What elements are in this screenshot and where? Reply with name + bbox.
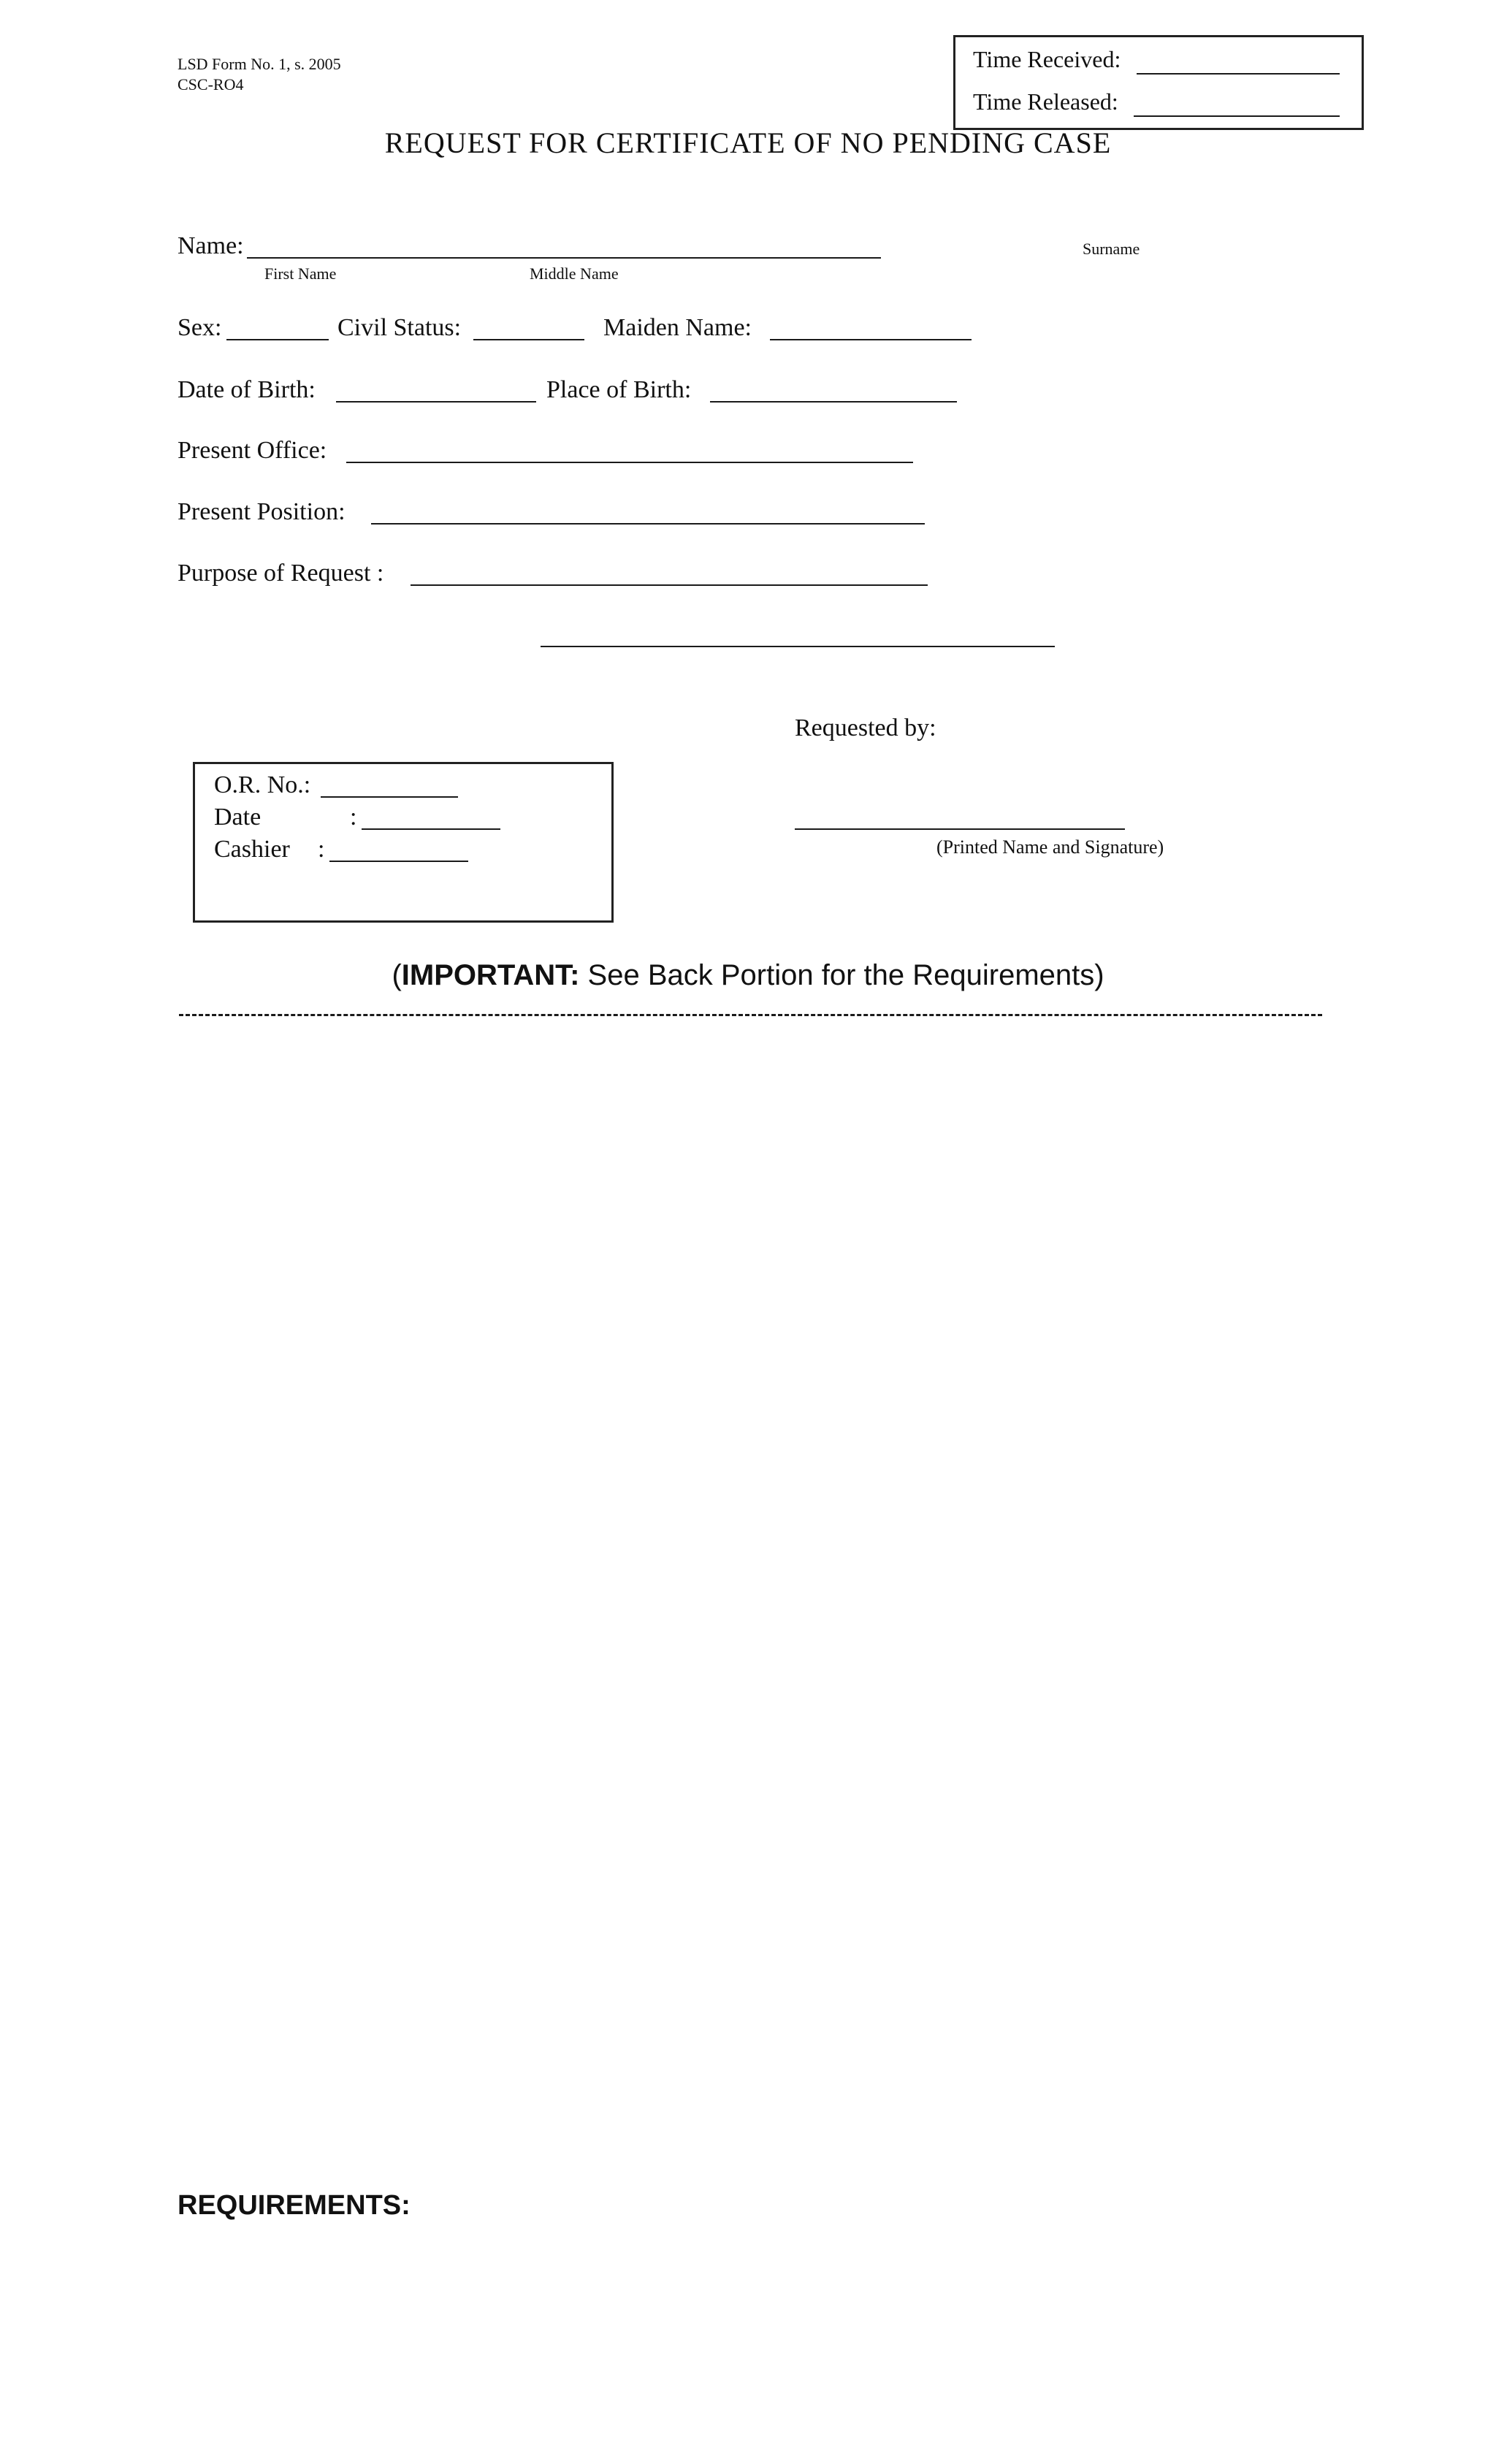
purpose-field-continued[interactable] — [541, 646, 1055, 647]
purpose-label: Purpose of Request : — [178, 560, 384, 587]
time-released-label: Time Released: — [973, 88, 1118, 115]
important-text: See Back Portion for the Requirements) — [579, 959, 1104, 991]
present-position-field[interactable] — [371, 523, 925, 525]
purpose-field[interactable] — [411, 584, 928, 586]
civil-status-field[interactable] — [473, 339, 584, 340]
requirements-heading: REQUIREMENTS: — [178, 2190, 411, 2221]
date-of-birth-field[interactable] — [336, 401, 536, 403]
date-label: Date — [214, 804, 262, 831]
signature-caption: (Printed Name and Signature) — [936, 836, 1164, 858]
date-field[interactable] — [362, 828, 500, 830]
date-colon: : — [350, 804, 357, 831]
requested-by-label: Requested by: — [795, 714, 936, 741]
cut-line — [179, 1014, 1322, 1016]
present-position-label: Present Position: — [178, 498, 346, 525]
name-label: Name: — [178, 232, 244, 259]
signature-field[interactable] — [795, 828, 1125, 830]
or-no-field[interactable] — [321, 796, 458, 798]
surname-caption: Surname — [1083, 240, 1140, 258]
present-office-field[interactable] — [346, 462, 913, 463]
form-code-block — [178, 54, 341, 95]
sex-field[interactable] — [226, 339, 329, 340]
civil-status-label: Civil Status: — [337, 314, 462, 341]
form-number: LSD Form No. 1, s. 2005 — [178, 55, 341, 73]
cashier-colon: : — [318, 836, 325, 863]
date-of-birth-label: Date of Birth: — [178, 376, 316, 403]
maiden-name-field[interactable] — [770, 339, 972, 340]
present-office-label: Present Office: — [178, 437, 327, 464]
cashier-label: Cashier — [214, 836, 290, 863]
form-title: REQUEST FOR CERTIFICATE OF NO PENDING CASE — [384, 126, 1112, 159]
first-name-caption: First Name — [264, 264, 337, 283]
time-released-field[interactable] — [1134, 115, 1340, 117]
time-released-row — [973, 88, 1118, 115]
time-box — [953, 35, 1364, 130]
time-received-field[interactable] — [1137, 73, 1340, 75]
cashier-field[interactable] — [329, 861, 468, 862]
place-of-birth-label: Place of Birth: — [546, 376, 692, 403]
important-label: IMPORTANT: — [401, 959, 580, 991]
middle-name-caption: Middle Name — [530, 264, 619, 283]
name-field[interactable] — [247, 257, 881, 259]
payment-box — [193, 762, 614, 923]
office-code: CSC-RO4 — [178, 75, 244, 94]
or-no-label: O.R. No.: — [214, 771, 311, 798]
maiden-name-label: Maiden Name: — [603, 314, 752, 341]
time-received-row — [973, 46, 1121, 73]
time-received-label: Time Received: — [973, 46, 1121, 72]
place-of-birth-field[interactable] — [710, 401, 957, 403]
sex-label: Sex: — [178, 314, 222, 341]
important-notice: (IMPORTANT: See Back Portion for the Requirements) — [392, 959, 1104, 991]
